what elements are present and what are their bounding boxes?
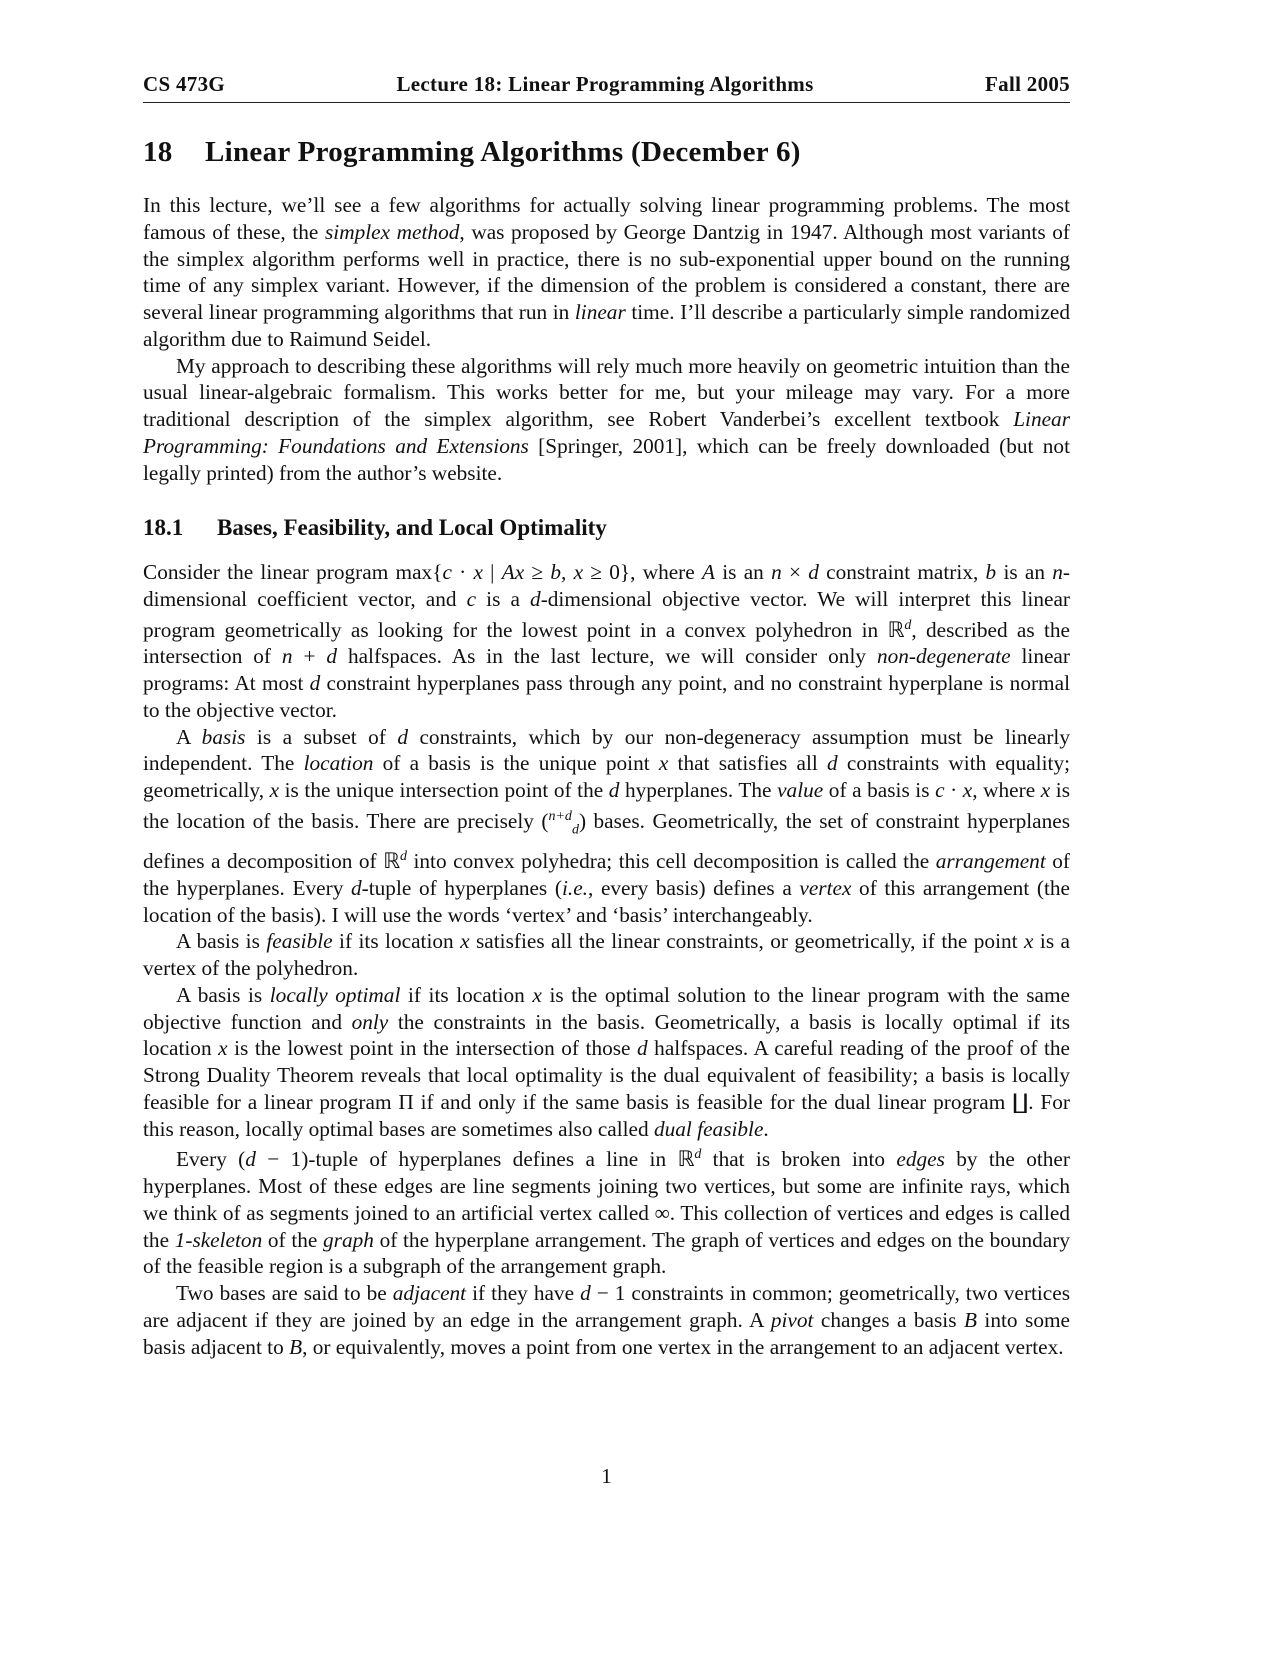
paragraph <box>143 982 1070 1143</box>
text-run: is a <box>476 586 531 611</box>
text-run: halfspaces. As in the last lecture, we will consider only <box>337 644 877 669</box>
text-run: changes a basis <box>813 1307 964 1332</box>
text-run: ) bases. Geometrically, the set of constraint hyperplanes defines a decomposition of ℝ <box>143 808 1070 874</box>
text-run: × <box>781 560 809 584</box>
text-run: -dimensional objective vector. We will interpret this linear program geometrically as looking for the lowest point in a convex polyhedron in ℝ <box>143 586 1070 642</box>
emphasis-text: x <box>1040 778 1051 803</box>
emphasis-text: arrangement <box>935 849 1046 874</box>
text-run: if its location <box>332 929 461 954</box>
text-run: the constraints in the basis. Geometrically, a basis is locally optimal if its location <box>143 1009 1070 1061</box>
course-code: CS 473G <box>143 72 226 96</box>
emphasis-text: x <box>1024 929 1034 954</box>
text-run: -dimensional coefficient vector, and <box>143 560 1071 611</box>
text-run: ≥ <box>524 560 551 584</box>
section-heading <box>143 515 607 541</box>
emphasis-text: d <box>326 644 338 669</box>
text-run: into some basis adjacent to <box>143 1307 1070 1359</box>
paragraph <box>143 1280 1070 1360</box>
emphasis-text: x <box>658 751 669 776</box>
emphasis-text: adjacent <box>392 1281 467 1306</box>
text-run: time. I’ll describe a particularly simple randomized algorithm due to Raimund Seidel. <box>143 300 1070 351</box>
text-run: , described as the intersection of <box>143 617 1070 669</box>
text-run: is the optimal solution to the linear program with the same objective function and <box>143 982 1070 1034</box>
section-text <box>143 559 1070 1360</box>
emphasis-text: n <box>281 644 293 669</box>
text-run: A basis is <box>176 929 267 954</box>
emphasis-text: 1-skeleton <box>174 1227 263 1252</box>
text-run: of this arrangement (the location of the basis). I will use the words ‘vertex’ and ‘basis’ interchangeably. <box>143 875 1070 927</box>
section-title: Bases, Feasibility, and Local Optimality <box>217 515 607 540</box>
text-run: , every basis) defines a <box>587 875 800 900</box>
term: Fall 2005 <box>985 72 1070 96</box>
paragraph <box>143 1142 1070 1280</box>
lecture-title: Lecture 18: Linear Programming Algorithms <box>396 72 814 96</box>
text-run: is the lowest point in the intersection of those <box>227 1036 637 1061</box>
text-run: is a vertex of the polyhedron. <box>143 929 1071 981</box>
emphasis-text: feasible <box>266 929 333 954</box>
running-header <box>143 72 1070 103</box>
emphasis-text: d <box>571 822 579 838</box>
emphasis-text: n+d <box>548 808 572 824</box>
emphasis-text: c <box>442 560 452 584</box>
paragraph <box>143 928 1070 982</box>
text-run: -tuple of hyperplanes ( <box>361 875 562 900</box>
text-run: is a subset of <box>245 724 398 749</box>
text-run: . <box>763 1116 769 1141</box>
emphasis-text: d <box>580 1281 591 1306</box>
text-run: Every ( <box>176 1147 246 1172</box>
text-run: of the hyperplane arrangement. The graph of vertices and edges on the boundary of the feasible region is a subgraph of the arrangement graph. <box>143 1227 1071 1279</box>
emphasis-text: i.e. <box>561 875 588 900</box>
text-run: · <box>451 560 474 584</box>
emphasis-text: d <box>608 778 620 803</box>
emphasis-text: x <box>218 1036 228 1061</box>
text-run: of a basis is the unique point <box>373 751 659 776</box>
text-run: | <box>482 560 502 584</box>
text-run: My approach to describing these algorithms will rely much more heavily on geometric intuition than the usual linear-algebraic formalism. This works better for me, but your mileage may vary. For a more traditional description of the simplex algorithm, see Robert Vanderbei’s excellent textbook <box>143 353 1070 431</box>
text-run: of the hyperplanes. Every <box>143 849 1070 900</box>
text-run: − 1)-tuple of hyperplanes defines a line in ℝ <box>255 1147 695 1172</box>
page-title <box>143 136 801 169</box>
text-run: A <box>176 724 202 749</box>
text-run: of a basis is <box>823 778 936 803</box>
text-run: if its location <box>400 982 533 1007</box>
emphasis-text: d <box>694 1147 702 1163</box>
emphasis-text: simplex method <box>325 219 460 244</box>
text-run: satisfies all the linear constraints, or geometrically, if the point <box>469 929 1025 954</box>
text-run: constraint hyperplanes pass through any point, and no constraint hyperplane is normal to the objective vector. <box>143 671 1070 722</box>
text-run: Consider the linear program max{ <box>143 560 443 584</box>
text-run: ≥ 0}, where <box>583 560 702 584</box>
emphasis-text: x <box>532 982 542 1007</box>
title-number: 18 <box>143 136 173 168</box>
emphasis-text: only <box>351 1009 389 1034</box>
emphasis-text: locally optimal <box>269 982 401 1007</box>
page-number: 1 <box>601 1464 612 1488</box>
emphasis-text: vertex <box>799 875 852 900</box>
emphasis-text: value <box>777 778 824 803</box>
text-run: that is broken into <box>701 1147 897 1172</box>
text-run: constraints with equality; geometrically, <box>143 751 1071 803</box>
emphasis-text: b, x <box>550 560 584 584</box>
text-run: constraint matrix, <box>818 560 986 584</box>
text-run: , where <box>972 778 1041 803</box>
emphasis-text: non-degenerate <box>876 644 1011 669</box>
text-run: + <box>292 644 327 669</box>
emphasis-text: c <box>935 778 945 803</box>
emphasis-text: Linear Programming: Foundations and Extensions <box>143 407 1070 458</box>
paragraph <box>143 559 1070 724</box>
emphasis-text: A <box>701 560 715 584</box>
paragraph <box>143 192 1070 353</box>
emphasis-text: d <box>399 848 407 864</box>
text-run: constraints, which by our non-degeneracy assumption must be linearly independent. The <box>143 724 1070 776</box>
text-run: , or equivalently, moves a point from one vertex in the arrangement to an adjacent vertex. <box>302 1334 1064 1359</box>
emphasis-text: Ax <box>501 560 525 584</box>
emphasis-text: d <box>530 586 541 611</box>
text-run: linear programs: At most <box>143 644 1070 696</box>
text-run: is the location of the basis. There are precisely ( <box>143 778 1071 833</box>
emphasis-text: linear <box>574 300 626 324</box>
text-run: that satisfies all <box>668 751 828 776</box>
emphasis-text: x <box>269 778 280 803</box>
text-run: of the <box>262 1227 324 1252</box>
paragraph <box>143 353 1070 487</box>
emphasis-text: n <box>1052 560 1063 584</box>
intro-text <box>143 192 1070 486</box>
emphasis-text: d <box>397 724 409 749</box>
text-run: is the unique intersection point of the <box>279 778 609 803</box>
text-run: is an <box>715 560 772 584</box>
emphasis-text: x <box>962 778 973 803</box>
emphasis-text: x <box>460 929 470 954</box>
emphasis-text: d <box>827 751 838 776</box>
text-run: hyperplanes. The <box>619 778 778 803</box>
text-run: − 1 constraints in common; geometrically, two vertices are adjacent if they are joined by an edge in the arrangement graph. A <box>143 1281 1070 1332</box>
emphasis-text: location <box>303 751 374 776</box>
emphasis-text: b <box>985 560 997 584</box>
emphasis-text: x <box>473 560 483 584</box>
emphasis-text: d <box>350 875 362 900</box>
emphasis-text: d <box>309 671 321 696</box>
emphasis-text: edges <box>896 1147 945 1172</box>
text-run: , was proposed by George Dantzig in 1947. Although most variants of the simplex algorithm performs well in practice, there is no sub-exponential upper bound on the running time of any simplex variant. However, if the dimension of the problem is considered a constant, there are several linear programming algorithms that run in <box>143 219 1070 324</box>
title-text: Linear Programming Algorithms (December 6) <box>205 136 801 168</box>
emphasis-text: B <box>289 1334 303 1359</box>
paragraph <box>143 724 1070 929</box>
emphasis-text: d <box>904 617 912 633</box>
text-run: into convex polyhedra; this cell decomposition is called the <box>406 849 936 874</box>
emphasis-text: dual feasible <box>653 1116 764 1141</box>
text-run: if they have <box>466 1281 581 1306</box>
text-run: halfspaces. A careful reading of the proof of the Strong Duality Theorem reveals that local optimality is the dual equivalent of feasibility; a basis is locally feasible for a linear program Π if and only if the same basis is feasible for the dual linear program ∐. For this reason, locally optimal bases are sometimes also called <box>143 1036 1070 1141</box>
text-run: [Springer, 2001], which can be freely downloaded (but not legally printed) from the author’s website. <box>143 433 1070 485</box>
emphasis-text: d <box>637 1036 648 1061</box>
text-run: In this lecture, we’ll see a few algorithms for actually solving linear programming problems. The most famous of these, the <box>143 193 1070 244</box>
emphasis-text: c <box>466 586 477 611</box>
text-run: is an <box>996 560 1053 584</box>
emphasis-text: d <box>808 560 819 584</box>
emphasis-text: d <box>245 1147 256 1172</box>
emphasis-text: pivot <box>770 1307 814 1332</box>
text-run: Two bases are said to be <box>176 1281 393 1306</box>
text-run: by the other hyperplanes. Most of these edges are line segments joining two vertices, but some are infinite rays, which we think of as segments joined to an artificial vertex called ∞. This collection of vertices and edges is called the <box>143 1147 1070 1252</box>
emphasis-text: basis <box>201 724 246 749</box>
emphasis-text: graph <box>323 1227 374 1252</box>
emphasis-text: B <box>963 1307 977 1332</box>
emphasis-text: n <box>771 560 782 584</box>
section-number: 18.1 <box>143 515 184 540</box>
text-run: · <box>944 778 963 803</box>
text-run: A basis is <box>176 982 270 1007</box>
